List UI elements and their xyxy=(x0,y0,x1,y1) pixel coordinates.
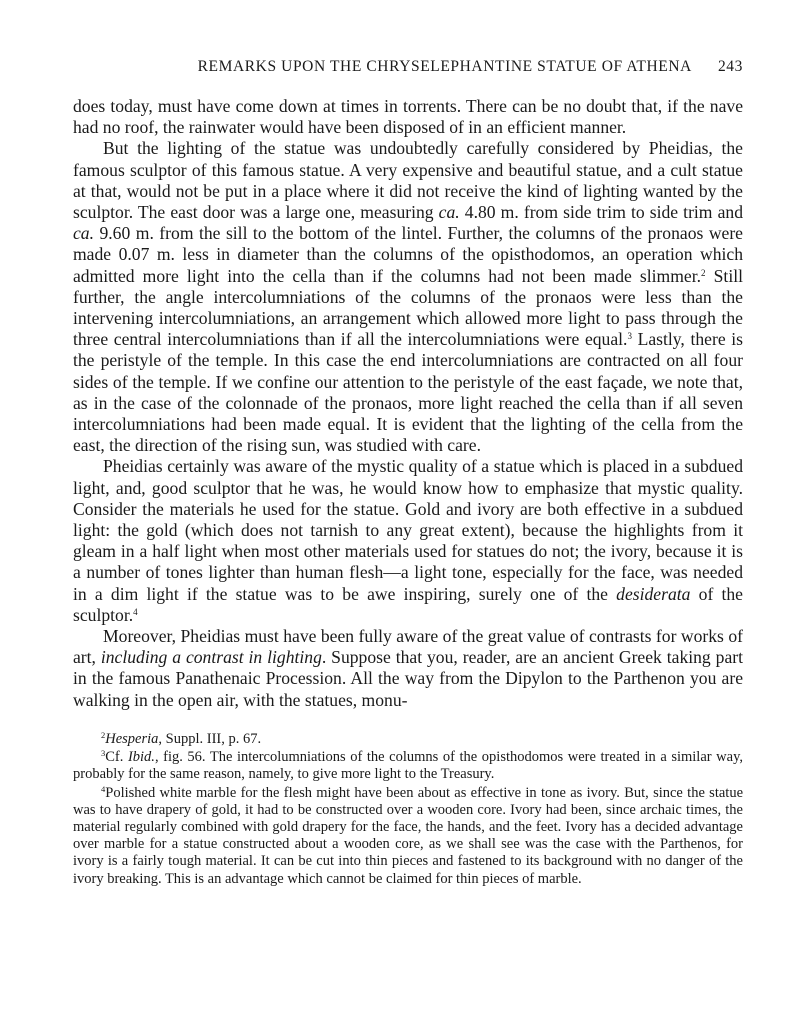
paragraph-1 xyxy=(73,96,743,138)
footnotes xyxy=(73,731,743,888)
italic-emphasis: including a contrast in lighting xyxy=(100,647,322,668)
paragraph-2-text-d: Still further, the angle intercolumniations of the columns of the pronaos were less than the intervening intercolumniations, an arrangement which allowed more light to pass through the three central intercolumniations than if all the intercolumniations were equal. xyxy=(73,265,743,350)
footnote-mark: 2 xyxy=(101,729,106,740)
footnote-ref-4[interactable]: 4 xyxy=(133,606,138,617)
paragraph-3-text-b: of the sculptor. xyxy=(73,583,743,625)
paragraph-4 xyxy=(73,626,743,711)
page-number: 243 xyxy=(717,58,743,75)
page xyxy=(73,58,743,888)
footnote-mark: 4 xyxy=(101,783,106,794)
footnote-italic: Hesperia xyxy=(105,730,159,747)
footnote-text: Polished white marble for the flesh might have been about as effective in tone as ivory. But, since the statue was to have drapery of gold, it had to be constructed over a wooden core. Ivory had been, since archaic times, the material regularly combined with gold drapery for the face, the hands, and the feet. Ivory has a decided advantage over marble for a statue constructed about a wooden core, as we shall see was the case with the Parthenos, for ivory is a fairly tough material. It can be cut into thin pieces and fastened to its background with no danger of the ivory breaking. This is an advantage which cannot be claimed for thin pieces of marble. xyxy=(73,784,743,887)
footnote-ref-3[interactable]: 3 xyxy=(627,331,632,342)
footnote-4 xyxy=(73,785,743,888)
paragraph-2-text-b: 4.80 m. from side trim to side trim and xyxy=(459,202,743,223)
footnote-text: , fig. 56. The intercolumniations of the columns of the opisthodomos were treated in a similar way, probably for the same reason, namely, to give more light to the Treasury. xyxy=(73,749,744,783)
footnote-ref-2[interactable]: 2 xyxy=(701,267,706,278)
paragraph-3-text-a: Pheidias certainly was aware of the mystic quality of a statue which is placed in a subdued light, and, good sculptor that he was, he would know how to emphasize that mystic quality. Consider the materials he used for the statue. Gold and ivory are both effective in a subdued light: the gold (which does not tarnish to any great extent), because the highlights from it gleam in a half light when most other materials used for statues do not; the ivory, because it is a number of tones lighter than human flesh—a light tone, especially for the face, was needed in a dim light if the statue was to be awe inspiring, surely one of the xyxy=(73,456,743,604)
footnote-mark: 3 xyxy=(101,748,106,759)
paragraph-4-text-b: . Suppose that you, reader, are an ancient Greek taking part in the famous Panathenaic Procession. All the way from the Dipylon to the Parthenon you are walking in the open air, with the statues, monu- xyxy=(73,647,743,710)
italic-ca: ca. xyxy=(73,223,95,244)
paragraph-1-text: does today, must have come down at times in torrents. There can be no doubt that, if the nave had no roof, the rainwater would have been disposed of in an efficient manner. xyxy=(73,96,743,138)
footnote-3 xyxy=(73,749,743,783)
paragraph-2 xyxy=(73,138,743,456)
footnote-italic: Ibid. xyxy=(127,749,155,766)
footnote-2 xyxy=(73,731,743,748)
footnote-text: , Suppl. III, p. 67. xyxy=(158,730,262,747)
running-head xyxy=(73,58,743,84)
footnote-prefix: Cf. xyxy=(105,749,128,766)
paragraph-2-text-a: But the lighting of the statue was undoubtedly carefully considered by Pheidias, the famous sculptor of this famous statue. A very expensive and beautiful statue, and a cult statue at that, would not be put in a place where it did not receive the kind of lighting wanted by the sculptor. The east door was a large one, measuring xyxy=(73,138,743,223)
paragraph-3 xyxy=(73,456,743,626)
paragraph-4-text-a: Moreover, Pheidias must have been fully aware of the great value of contrasts for works of art, xyxy=(73,626,743,668)
paragraph-2-text-e: Lastly, there is the peristyle of the temple. In this case the end intercolumniations are contracted on all four sides of the temple. If we confine our attention to the peristyle of the east façade, we note that, as in the case of the colonnade of the pronaos, more light reached the cella than if all seven intercolumniations had been made equal. It is evident that the lighting of the cella from the east, the direction of the rising sun, was studied with care. xyxy=(73,329,744,456)
body-text xyxy=(73,96,743,711)
running-title: REMARKS UPON THE CHRYSELEPHANTINE STATUE OF ATHENA xyxy=(197,58,692,75)
italic-desiderata: desiderata xyxy=(616,583,691,604)
paragraph-2-text-c: 9.60 m. from the sill to the bottom of the lintel. Further, the columns of the pronaos were made 0.07 m. less in diameter than the columns of the opisthodomos, an operation which admitted more light into the cella than if the columns had not been made slimmer. xyxy=(73,223,743,286)
italic-ca: ca. xyxy=(438,202,460,223)
